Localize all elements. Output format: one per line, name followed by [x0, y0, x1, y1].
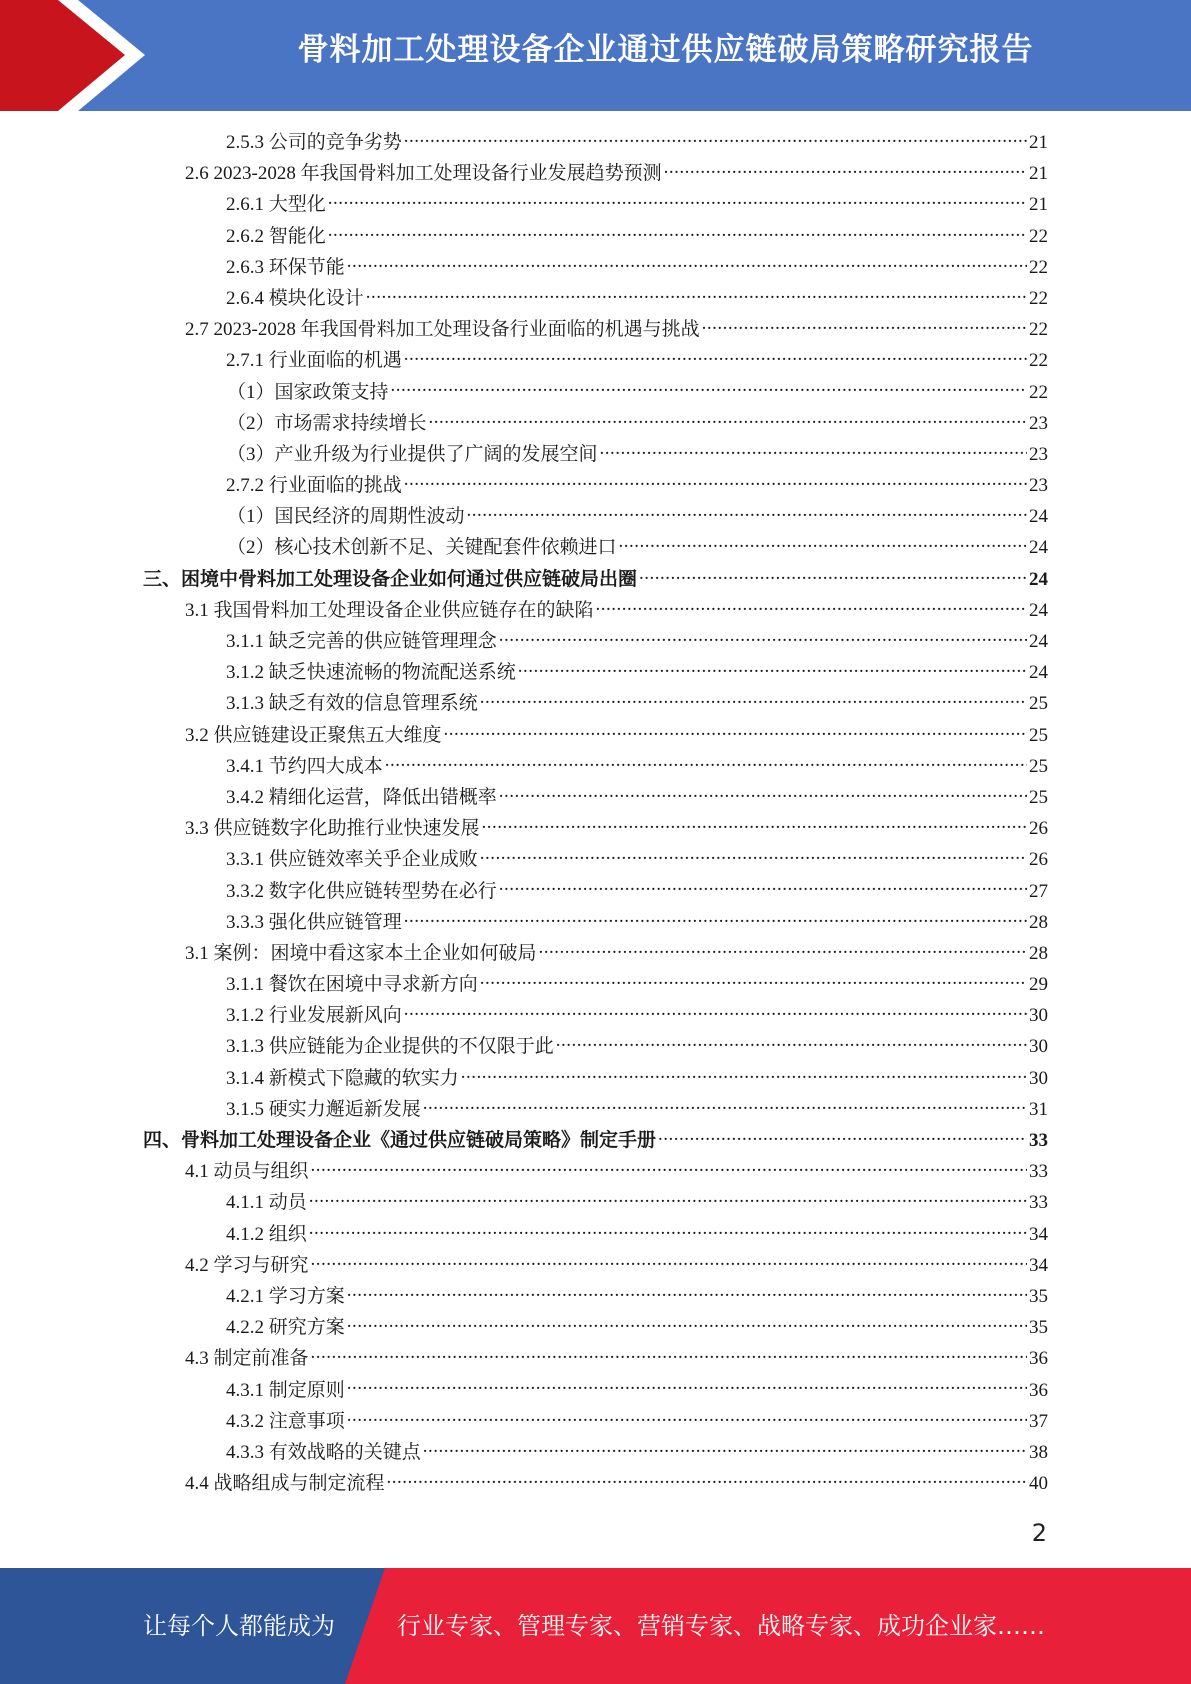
toc-entry-label: 2.6.2 智能化	[226, 225, 326, 247]
toc-entry-label: 3.4.1 节约四大成本	[226, 755, 383, 777]
toc-dot-leader	[499, 782, 1027, 813]
toc-entry-page: 29	[1029, 974, 1048, 996]
toc-dot-leader	[664, 158, 1027, 189]
toc-dot-leader	[482, 813, 1027, 844]
page-number: 2	[1031, 1519, 1047, 1547]
chevron-arrow-icon	[0, 0, 160, 111]
toc-entry-page: 25	[1029, 724, 1048, 746]
toc-entry-page: 33	[1029, 1192, 1048, 1214]
toc-entry-label: 3.1.1 缺乏完善的供应链管理理念	[226, 631, 497, 652]
toc-entry-page: 25	[1029, 755, 1048, 777]
toc-entry-label: 4.1.2 组织	[226, 1223, 307, 1245]
toc-dot-leader	[309, 1187, 1027, 1218]
toc-entry-label: 2.5.3 公司的竞争劣势	[226, 132, 402, 153]
toc-entry[interactable]	[0, 1437, 1048, 1468]
toc-entry-page: 24	[1029, 568, 1048, 590]
toc-entry-label: 三、困境中骨料加工处理设备企业如何通过供应链破局出圈	[143, 568, 638, 590]
toc-dot-leader	[639, 564, 1027, 595]
toc-entry-label: 3.4.2 精细化运营，降低出错概率	[226, 786, 497, 808]
toc-entry[interactable]	[0, 1406, 1048, 1437]
toc-entry-label: 4.3.1 制定原则	[226, 1379, 345, 1401]
toc-entry[interactable]	[0, 377, 1048, 408]
toc-dot-leader	[480, 844, 1027, 875]
toc-entry-page: 24	[1029, 631, 1048, 652]
toc-entry-page: 36	[1029, 1348, 1048, 1370]
toc-dot-leader	[404, 470, 1027, 501]
toc-entry-page: 22	[1029, 319, 1048, 341]
toc-entry-label: 3.1.2 缺乏快速流畅的物流配送系统	[226, 662, 516, 684]
toc-entry[interactable]	[0, 688, 1048, 719]
toc-dot-leader	[480, 688, 1027, 719]
toc-entry-label: 2.7 2023-2028 年我国骨料加工处理设备行业面临的机遇与挑战	[185, 319, 700, 341]
toc-entry-page: 30	[1029, 1005, 1048, 1027]
toc-entry-label: 4.4 战略组成与制定流程	[185, 1473, 385, 1495]
toc-dot-leader	[499, 626, 1027, 657]
toc-dot-leader	[328, 221, 1027, 252]
toc-entry[interactable]	[0, 1063, 1048, 1094]
toc-entry[interactable]	[0, 1250, 1048, 1281]
toc-entry[interactable]	[0, 1312, 1048, 1343]
toc-entry-label: 3.3.1 供应链效率关乎企业成败	[226, 849, 478, 871]
toc-entry[interactable]	[0, 1156, 1048, 1187]
toc-entry-page: 33	[1029, 1161, 1048, 1183]
toc-entry-label: 4.1.1 动员	[226, 1192, 307, 1214]
toc-dot-leader	[309, 1219, 1027, 1250]
toc-entry[interactable]	[0, 595, 1048, 626]
toc-entry-label: （3）产业升级为行业提供了广阔的发展空间	[227, 443, 598, 465]
toc-entry[interactable]	[0, 813, 1048, 844]
toc-entry-page: 30	[1029, 1067, 1048, 1089]
toc-entry-label: （1）国民经济的周期性波动	[227, 506, 465, 528]
toc-entry-page: 22	[1029, 225, 1048, 247]
toc-entry-page: 31	[1029, 1098, 1048, 1120]
toc-entry-page: 35	[1029, 1317, 1048, 1339]
toc-entry[interactable]	[0, 1031, 1048, 1062]
toc-entry-page: 25	[1029, 786, 1048, 808]
toc-entry-page: 34	[1029, 1254, 1048, 1276]
toc-entry[interactable]	[0, 751, 1048, 782]
toc-entry[interactable]	[0, 439, 1048, 470]
toc-dot-leader	[347, 1312, 1027, 1343]
toc-entry[interactable]	[0, 844, 1048, 875]
toc-entry-page: 26	[1029, 818, 1048, 840]
toc-dot-leader	[423, 1437, 1027, 1468]
toc-entry[interactable]	[0, 720, 1048, 751]
toc-dot-leader	[461, 1063, 1027, 1094]
toc-entry[interactable]	[0, 1343, 1048, 1374]
toc-entry[interactable]	[0, 252, 1048, 283]
toc-entry[interactable]	[0, 657, 1048, 688]
toc-dot-leader	[347, 1281, 1027, 1312]
toc-entry-label: 2.7.1 行业面临的机遇	[226, 350, 402, 372]
toc-entry-label: 2.6.1 大型化	[226, 194, 326, 216]
toc-entry[interactable]	[0, 158, 1048, 189]
toc-entry-label: 4.3.2 注意事项	[226, 1410, 345, 1432]
toc-entry-page: 23	[1029, 443, 1048, 465]
toc-entry-label: 3.1.3 缺乏有效的信息管理系统	[226, 693, 478, 715]
toc-entry-label: 3.1.3 供应链能为企业提供的不仅限于此	[226, 1036, 554, 1058]
toc-entry-page: 38	[1029, 1441, 1048, 1463]
toc-entry-page: 24	[1029, 662, 1048, 684]
toc-entry[interactable]	[0, 221, 1048, 252]
toc-dot-leader	[347, 1375, 1027, 1406]
toc-dot-leader	[596, 595, 1027, 626]
footer-banner	[0, 1568, 1191, 1684]
toc-dot-leader	[311, 1156, 1027, 1187]
toc-entry-page: 28	[1029, 942, 1048, 964]
toc-entry-label: 4.2 学习与研究	[185, 1254, 309, 1276]
toc-entry-page: 21	[1029, 163, 1048, 185]
toc-entry-page: 35	[1029, 1285, 1048, 1307]
toc-dot-leader	[311, 1343, 1027, 1374]
toc-dot-leader	[499, 876, 1027, 907]
toc-entry[interactable]	[0, 408, 1048, 439]
toc-entry[interactable]	[0, 782, 1048, 813]
toc-entry-label: 2.7.2 行业面临的挑战	[226, 475, 402, 497]
toc-entry-page: 25	[1029, 693, 1048, 715]
toc-dot-leader	[556, 1031, 1027, 1062]
toc-dot-leader	[600, 439, 1027, 470]
toc-dot-leader	[404, 1000, 1027, 1031]
toc-entry[interactable]	[0, 345, 1048, 376]
toc-entry[interactable]	[0, 189, 1048, 220]
toc-dot-leader	[347, 1406, 1027, 1437]
toc-entry-label: 3.1 我国骨料加工处理设备企业供应链存在的缺陷	[185, 599, 594, 621]
toc-entry-label: 3.1.2 行业发展新风向	[226, 1005, 402, 1027]
toc-entry[interactable]	[0, 626, 1048, 657]
toc-entry-label: 3.1 案例：困境中看这家本土企业如何破局	[185, 942, 537, 964]
toc-entry-label: （2）市场需求持续增长	[227, 412, 427, 434]
toc-entry-label: 四、骨料加工处理设备企业《通过供应链破局策略》制定手册	[143, 1130, 657, 1151]
toc-entry[interactable]	[0, 532, 1048, 563]
toc-entry[interactable]	[0, 127, 1048, 158]
toc-entry[interactable]	[0, 1468, 1048, 1499]
table-of-contents	[0, 127, 1191, 1499]
toc-dot-leader	[658, 1125, 1027, 1156]
toc-entry-page: 24	[1029, 599, 1048, 621]
toc-dot-leader	[467, 501, 1027, 532]
toc-entry-label: 3.3.2 数字化供应链转型势在必行	[226, 880, 497, 902]
toc-entry-page: 28	[1029, 911, 1048, 933]
toc-dot-leader	[480, 969, 1027, 1000]
toc-entry-label: 4.3 制定前准备	[185, 1348, 309, 1370]
toc-entry-page: 23	[1029, 412, 1048, 434]
toc-dot-leader	[539, 938, 1027, 969]
toc-entry-label: 3.2 供应链建设正聚焦五大维度	[185, 724, 442, 746]
toc-dot-leader	[328, 189, 1027, 220]
toc-entry-label: 3.1.5 硬实力邂逅新发展	[226, 1098, 421, 1120]
toc-entry[interactable]	[0, 938, 1048, 969]
toc-dot-leader	[311, 1250, 1027, 1281]
toc-entry-label: 3.3 供应链数字化助推行业快速发展	[185, 818, 480, 840]
toc-entry-label: 2.6 2023-2028 年我国骨料加工处理设备行业发展趋势预测	[185, 163, 662, 185]
toc-dot-leader	[518, 657, 1027, 688]
toc-entry-page: 26	[1029, 849, 1048, 871]
toc-entry-label: 2.6.4 模块化设计	[226, 287, 364, 309]
toc-entry-label: 4.1 动员与组织	[185, 1161, 309, 1183]
toc-entry-label: 2.6.3 环保节能	[226, 256, 345, 278]
toc-entry-label: 3.1.1 餐饮在困境中寻求新方向	[226, 974, 478, 996]
toc-entry-label: 3.3.3 强化供应链管理	[226, 911, 402, 933]
toc-entry[interactable]	[0, 1125, 1048, 1156]
toc-entry[interactable]	[0, 501, 1048, 532]
toc-entry-page: 40	[1029, 1473, 1048, 1495]
toc-entry[interactable]	[0, 1219, 1048, 1250]
toc-entry-label: 3.1.4 新模式下隐藏的软实力	[226, 1067, 459, 1089]
toc-entry[interactable]	[0, 283, 1048, 314]
toc-entry[interactable]	[0, 314, 1048, 345]
toc-entry-page: 21	[1029, 132, 1048, 153]
toc-entry[interactable]	[0, 564, 1048, 595]
toc-dot-leader	[385, 751, 1027, 782]
toc-dot-leader	[702, 314, 1027, 345]
toc-entry[interactable]	[0, 1375, 1048, 1406]
toc-entry[interactable]	[0, 1281, 1048, 1312]
report-title: 骨料加工处理设备企业通过供应链破局策略研究报告	[297, 32, 1034, 68]
toc-entry-label: 4.3.3 有效战略的关键点	[226, 1441, 421, 1463]
toc-entry[interactable]	[0, 876, 1048, 907]
toc-entry-page: 36	[1029, 1379, 1048, 1401]
toc-entry-label: （1）国家政策支持	[227, 381, 389, 403]
toc-entry-page: 27	[1029, 880, 1048, 902]
footer-slogan-right: 行业专家、管理专家、营销专家、战略专家、成功企业家……	[397, 1612, 1045, 1640]
toc-dot-leader	[391, 377, 1027, 408]
toc-entry[interactable]	[0, 1000, 1048, 1031]
toc-entry-page: 24	[1029, 537, 1048, 559]
toc-entry-label: 4.2.1 学习方案	[226, 1285, 345, 1307]
toc-dot-leader	[444, 720, 1027, 751]
header-banner	[0, 0, 1191, 111]
toc-entry-page: 22	[1029, 381, 1048, 403]
toc-dot-leader	[423, 1094, 1027, 1125]
toc-dot-leader	[619, 532, 1027, 563]
toc-entry-page: 30	[1029, 1036, 1048, 1058]
toc-entry[interactable]	[0, 969, 1048, 1000]
toc-entry[interactable]	[0, 470, 1048, 501]
toc-entry-page: 37	[1029, 1410, 1048, 1432]
toc-entry-page: 34	[1029, 1223, 1048, 1245]
toc-entry-page: 21	[1029, 194, 1048, 216]
toc-entry[interactable]	[0, 1094, 1048, 1125]
footer-slogan-left: 让每个人都能成为	[143, 1612, 335, 1640]
toc-dot-leader	[404, 127, 1027, 158]
toc-entry-page: 22	[1029, 350, 1048, 372]
toc-dot-leader	[347, 252, 1027, 283]
toc-dot-leader	[387, 1468, 1027, 1499]
toc-dot-leader	[429, 408, 1027, 439]
toc-entry[interactable]	[0, 907, 1048, 938]
toc-entry-page: 24	[1029, 506, 1048, 528]
toc-entry-page: 33	[1029, 1130, 1048, 1151]
toc-dot-leader	[404, 345, 1027, 376]
toc-entry[interactable]	[0, 1187, 1048, 1218]
toc-entry-page: 22	[1029, 287, 1048, 309]
toc-entry-page: 23	[1029, 475, 1048, 497]
toc-entry-label: 4.2.2 研究方案	[226, 1317, 345, 1339]
toc-entry-label: （2）核心技术创新不足、关键配套件依赖进口	[227, 537, 617, 559]
toc-dot-leader	[366, 283, 1027, 314]
toc-dot-leader	[404, 907, 1027, 938]
toc-entry-page: 22	[1029, 256, 1048, 278]
